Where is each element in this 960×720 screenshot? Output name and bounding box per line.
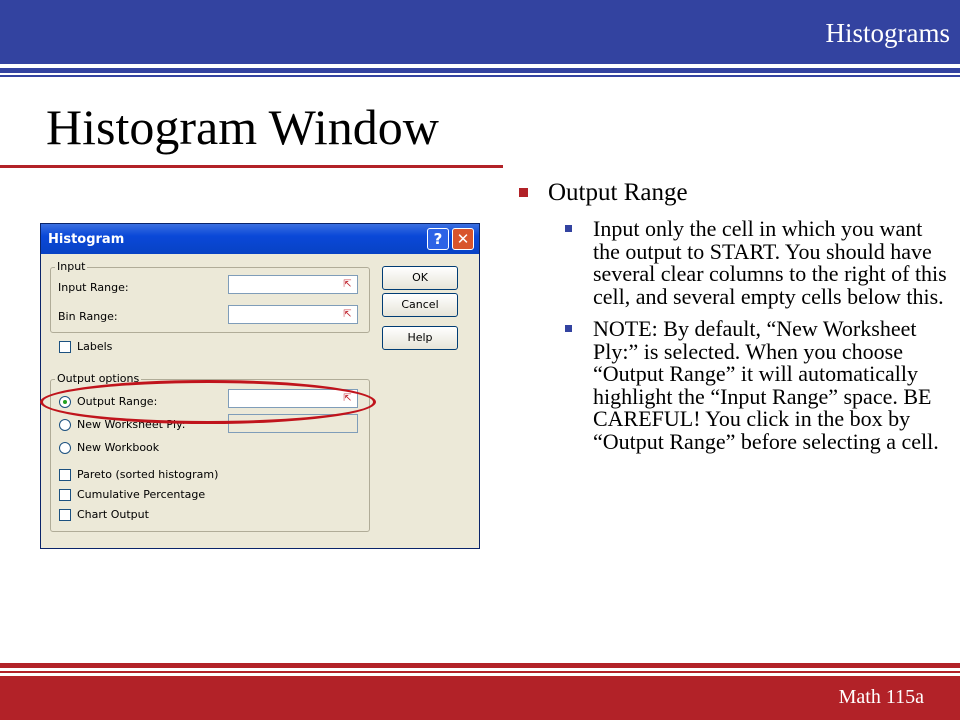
new-workbook-radio[interactable] [59, 442, 71, 454]
new-worksheet-radio[interactable] [59, 419, 71, 431]
labels-checkbox[interactable] [59, 341, 71, 353]
footer-rule-thin [0, 671, 960, 673]
slide-title: Histogram Window [46, 99, 439, 155]
ok-button[interactable]: OK [382, 266, 458, 290]
input-range-field[interactable] [228, 275, 358, 294]
header-rule [0, 68, 960, 73]
bullet-sub [559, 218, 949, 308]
pareto-label: Pareto (sorted histogram) [77, 468, 219, 481]
bin-range-label: Bin Range: [58, 310, 118, 323]
chart-output-checkbox[interactable] [59, 509, 71, 521]
help-question-icon[interactable]: ? [427, 228, 449, 250]
input-range-label: Input Range: [58, 281, 129, 294]
new-worksheet-label: New Worksheet Ply: [77, 418, 186, 431]
cumulative-checkbox[interactable] [59, 489, 71, 501]
header-bar [0, 0, 960, 64]
chart-output-label: Chart Output [77, 508, 149, 521]
footer-course: Math 115a [838, 686, 924, 708]
dialog-titlebar[interactable] [41, 224, 479, 254]
output-group-legend: Output options [57, 372, 140, 385]
bullet-main-text: Output Range [548, 179, 688, 206]
square-bullet-icon [565, 325, 572, 332]
new-workbook-label: New Workbook [77, 441, 160, 454]
help-button[interactable]: Help [382, 326, 458, 350]
collapse-dialog-icon[interactable]: ⇱ [343, 279, 352, 290]
bullet-main [514, 178, 944, 208]
close-icon[interactable]: ✕ [452, 228, 474, 250]
header-rule-thin [0, 75, 960, 77]
collapse-dialog-icon[interactable]: ⇱ [343, 309, 352, 320]
pareto-checkbox[interactable] [59, 469, 71, 481]
highlight-ellipse [40, 380, 376, 424]
input-group-legend: Input [57, 260, 86, 273]
labels-label: Labels [77, 340, 113, 353]
bin-range-field[interactable] [228, 305, 358, 324]
title-underline [0, 165, 503, 168]
square-bullet-icon [565, 225, 572, 232]
footer-rule [0, 663, 960, 668]
cumulative-label: Cumulative Percentage [77, 488, 206, 501]
bullet-list [514, 178, 947, 454]
square-bullet-icon [519, 188, 528, 197]
bullet-sub-text: NOTE: By default, “New Worksheet Ply:” is selected. When you choose “Output Range” it will automatically highlight the “Input Range” space. BE CAREFUL! You click in the box by “Output Range” before selecting a cell. [593, 316, 939, 454]
footer-bar [0, 676, 960, 720]
dialog-title: Histogram [48, 232, 125, 247]
output-range-label: Output Range: [77, 395, 158, 408]
bullet-sub [559, 318, 949, 453]
bullet-sub-text: Input only the cell in which you want the output to START. You should have several clear columns to the right of this cell, and several empty cells below this. [593, 216, 947, 309]
section-title: Histograms [825, 18, 950, 48]
cancel-button[interactable]: Cancel [382, 293, 458, 317]
collapse-dialog-icon[interactable]: ⇱ [343, 393, 352, 404]
